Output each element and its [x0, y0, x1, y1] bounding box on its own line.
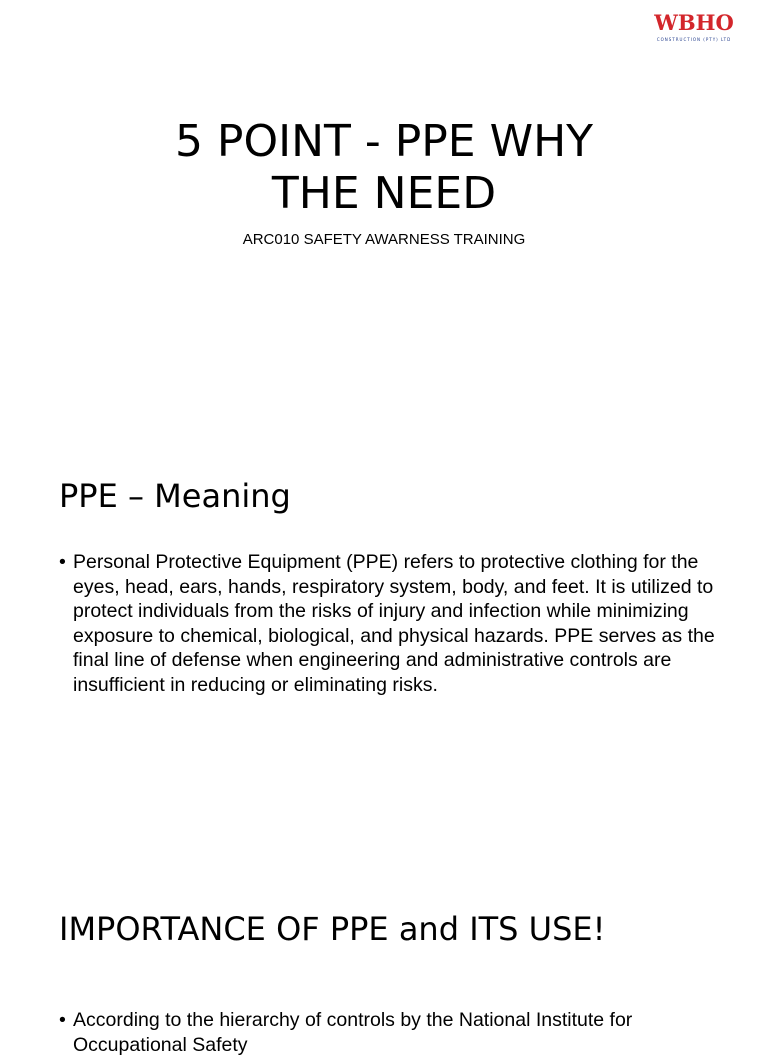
page-title-line-2: THE NEED	[271, 168, 497, 219]
logo-tagline: CONSTRUCTION (PTY) LTD	[656, 37, 732, 42]
logo-wordmark: WBHO	[654, 10, 734, 35]
bullet-icon: •	[59, 1009, 66, 1031]
list-item	[59, 1008, 729, 1057]
list-item	[59, 550, 729, 697]
bullet-text: According to the hierarchy of controls by the National Institute for Occupational Safety	[73, 1009, 633, 1056]
page-subtitle: ARC010 SAFETY AWARNESS TRAINING	[242, 231, 526, 248]
section-heading-importance: IMPORTANCE OF PPE and ITS USE!	[59, 910, 606, 948]
bullet-list-ppe-meaning	[59, 550, 729, 697]
company-logo	[640, 12, 748, 44]
page-title-line-1: 5 POINT - PPE WHY	[174, 116, 594, 167]
bullet-icon: •	[59, 551, 66, 573]
bullet-text: Personal Protective Equipment (PPE) refers to protective clothing for the eyes, head, ears, hands, respiratory system, body, and feet. It is utilized to protect individuals from the risks of injury and infection while minimizing exposure to chemical, biological, and physical hazards. PPE serves as the final line of defense when engineering and administrative controls are insufficient in reducing or eliminating risks.	[73, 551, 715, 696]
section-heading-ppe-meaning: PPE – Meaning	[59, 477, 291, 515]
bullet-list-importance	[59, 1008, 729, 1057]
page-title	[100, 116, 668, 220]
